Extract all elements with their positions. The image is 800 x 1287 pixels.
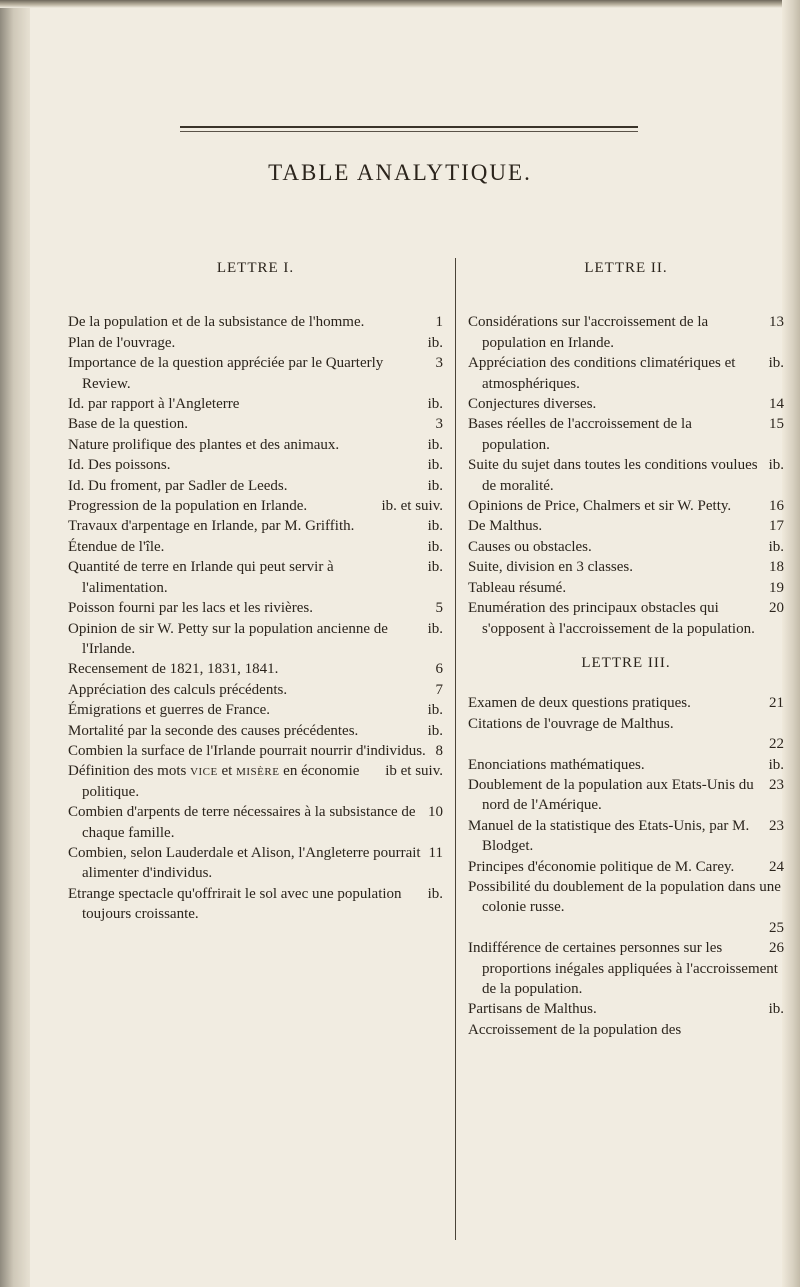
entry-text: Appréciation des calculs précédents. <box>68 681 288 698</box>
index-entry <box>468 537 784 557</box>
entry-text: Conjectures diverses. <box>468 396 597 413</box>
right-column <box>468 258 784 1040</box>
index-entry <box>468 857 784 877</box>
entry-text: Id. Des poissons. <box>68 457 171 474</box>
entry-text: Manuel de la statistique des Etats-Unis, par M. Blodget. <box>468 817 750 855</box>
entry-page: 23 <box>769 817 784 834</box>
entry-page: ib. <box>427 538 443 555</box>
entry-page: ib. <box>427 334 443 351</box>
entry-page: 26 <box>769 940 784 957</box>
index-entry <box>68 394 443 414</box>
entry-page: 24 <box>769 858 784 875</box>
entry-text: Suite, division en 3 classes. <box>468 559 633 576</box>
entry-text: Suite du sujet dans toutes les conditions voulues de moralité. <box>468 457 758 494</box>
entry-page: 23 <box>769 776 784 793</box>
entry-text: Principes d'économie politique de M. Carey. <box>468 858 735 875</box>
entry-text: Tableau résumé. <box>468 579 567 596</box>
entry-text: Possibilité du doublement de la population dans une colonie russe. <box>468 878 781 916</box>
entry-text: Poisson fourni par les lacs et les rivières. <box>68 600 313 617</box>
index-entry <box>68 700 443 720</box>
index-entry <box>468 598 784 639</box>
entry-text: Progression de la population en Irlande. <box>68 498 308 515</box>
index-entry <box>68 659 443 679</box>
entry-page: 20 <box>769 600 784 617</box>
entry-page: 19 <box>769 579 784 596</box>
index-entry <box>68 414 443 434</box>
page-right-edge <box>782 0 800 1287</box>
index-entry <box>468 516 784 536</box>
header-rule-thin <box>180 131 638 132</box>
entry-page: 8 <box>435 742 443 759</box>
index-entry <box>468 714 784 755</box>
entry-text: Considérations sur l'accroissement de la population en Irlande. <box>468 314 709 351</box>
page-title: TABLE ANALYTIQUE. <box>268 160 532 185</box>
index-entry <box>68 353 443 394</box>
entry-text: Id. Du froment, par Sadler de Leeds. <box>68 477 288 494</box>
index-entry <box>68 455 443 475</box>
entry-page: 6 <box>435 661 443 678</box>
index-entry <box>68 557 443 598</box>
entry-text: Mortalité par la seconde des causes précédentes. <box>68 722 359 739</box>
entry-page: 13 <box>769 314 784 331</box>
entry-text: Etrange spectacle qu'offrirait le sol avec une population toujours croissante. <box>68 885 402 923</box>
index-entry <box>468 1020 784 1040</box>
entry-page: ib. <box>768 355 784 372</box>
entry-text: Travaux d'arpentage en Irlande, par M. Griffith. <box>68 518 355 535</box>
right-entries-list <box>468 312 784 639</box>
entry-text: Combien la surface de l'Irlande pourrait nourrir d'individus. <box>68 742 426 759</box>
entry-text: Combien, selon Lauderdale et Alison, l'Angleterre pourrait alimenter d'individus. <box>68 844 421 882</box>
right-column-heading-2: LETTRE III. <box>581 654 671 671</box>
index-entry <box>68 476 443 496</box>
entry-page: 16 <box>769 498 784 515</box>
entry-page: 21 <box>769 695 784 712</box>
index-entry <box>68 312 443 332</box>
entry-page: ib et suiv. <box>385 763 443 780</box>
entry-text: Opinions de Price, Chalmers et sir W. Petty. <box>468 498 732 515</box>
entry-text-mid: et <box>221 763 233 780</box>
index-entry <box>68 802 443 843</box>
entry-text: Nature prolifique des plantes et des animaux. <box>68 436 340 453</box>
index-entry <box>468 414 784 455</box>
index-entry <box>468 578 784 598</box>
entry-text: Enonciations mathématiques. <box>468 756 645 773</box>
entry-text: Définition des mots <box>68 763 187 780</box>
entry-page: ib. <box>768 538 784 555</box>
left-column-heading: LETTRE I. <box>216 260 295 276</box>
entry-text: Indifférence de certaines personnes sur les proportions inégales appliquées à l'accroissement de la population. <box>468 940 778 997</box>
right-column-heading: LETTRE II. <box>584 260 668 276</box>
entry-page: 1 <box>435 314 443 331</box>
entry-page: ib. <box>768 1001 784 1018</box>
entry-page: 18 <box>769 559 784 576</box>
entry-page: 14 <box>769 396 784 413</box>
entry-text-tail: en économie politique. <box>82 763 360 800</box>
entry-page: ib. <box>427 457 443 474</box>
entry-page: ib. <box>427 722 443 739</box>
entry-page: ib. <box>427 396 443 413</box>
entry-page: 25 <box>769 919 784 936</box>
index-entry <box>468 999 784 1019</box>
entry-page: 5 <box>435 600 443 617</box>
header-rule-thick <box>180 126 638 128</box>
entry-text: De la population et de la subsistance de l'homme. <box>68 314 365 331</box>
index-entry <box>68 516 443 536</box>
index-entry <box>68 598 443 618</box>
entry-text: Émigrations et guerres de France. <box>68 702 271 719</box>
index-entry <box>468 755 784 775</box>
index-entry <box>468 312 784 353</box>
index-entry <box>68 741 443 761</box>
index-entry <box>468 557 784 577</box>
entry-page: ib. <box>427 885 443 902</box>
entry-text: Base de la question. <box>68 416 188 433</box>
entry-page: 3 <box>435 416 443 433</box>
entry-text: Étendue de l'île. <box>68 538 165 555</box>
entry-text: Partisans de Malthus. <box>468 1001 597 1018</box>
index-entry <box>68 843 443 884</box>
entry-page: 11 <box>428 844 443 861</box>
index-entry <box>68 619 443 660</box>
entry-text: Recensement de 1821, 1831, 1841. <box>68 661 279 678</box>
page-top-edge <box>0 0 800 8</box>
entry-text: Appréciation des conditions climatériques et atmosphériques. <box>468 355 736 392</box>
entry-text: Plan de l'ouvrage. <box>68 334 176 351</box>
entry-smallcaps-term: vice <box>190 763 218 780</box>
left-entries-list <box>68 312 443 924</box>
entry-page: ib. <box>427 436 443 453</box>
index-entry <box>68 435 443 455</box>
entry-text: Opinion de sir W. Petty sur la population ancienne de l'Irlande. <box>68 620 388 657</box>
entry-text: Combien d'arpents de terre nécessaires à la subsistance de chaque famille. <box>68 804 416 841</box>
entry-text: Examen de deux questions pratiques. <box>468 695 691 712</box>
index-entry <box>468 877 784 938</box>
entry-page: 17 <box>769 518 784 535</box>
left-column <box>68 258 443 925</box>
book-binding-edge <box>0 0 30 1287</box>
index-entry <box>68 884 443 925</box>
entry-page: ib. <box>427 702 443 719</box>
entry-page: ib. et suiv. <box>381 498 443 515</box>
entry-page: 15 <box>769 416 784 433</box>
index-entry <box>68 680 443 700</box>
index-entry <box>468 938 784 999</box>
index-entry <box>468 693 784 713</box>
index-entry <box>68 721 443 741</box>
entry-text: Enumération des principaux obstacles qui s'opposent à l'accroissement de la population. <box>468 600 755 637</box>
index-entry <box>468 455 784 496</box>
entry-page: ib. <box>768 457 784 474</box>
entry-page: 7 <box>435 681 443 698</box>
entry-page: ib. <box>427 620 443 637</box>
entry-page: 22 <box>769 736 784 753</box>
entry-text: Id. par rapport à l'Angleterre <box>68 396 240 413</box>
entry-text: Citations de l'ouvrage de Malthus. <box>468 715 674 732</box>
entry-text: Quantité de terre en Irlande qui peut servir à l'alimentation. <box>68 559 334 596</box>
index-entry <box>68 761 443 802</box>
entry-page: ib. <box>427 477 443 494</box>
entry-text: Importance de la question appréciée par le Quarterly Review. <box>68 355 384 392</box>
index-entry <box>468 496 784 516</box>
entry-text: Accroissement de la population des <box>468 1021 682 1038</box>
index-entry <box>68 496 443 516</box>
entry-page: ib. <box>427 518 443 535</box>
entry-page: 10 <box>428 804 443 821</box>
entry-text: De Malthus. <box>468 518 543 535</box>
entry-text: Bases réelles de l'accroissement de la population. <box>468 416 692 453</box>
index-entry <box>468 816 784 857</box>
column-divider <box>455 258 456 1240</box>
index-entry <box>68 537 443 557</box>
entry-page: ib. <box>427 559 443 576</box>
entry-text: Causes ou obstacles. <box>468 538 592 555</box>
entry-page: 3 <box>435 355 443 372</box>
entry-page: ib. <box>768 756 784 773</box>
index-entry <box>68 333 443 353</box>
index-entry <box>468 394 784 414</box>
entry-smallcaps-term: misère <box>236 763 280 780</box>
index-entry <box>468 775 784 816</box>
index-entry <box>468 353 784 394</box>
right-entries-list-2 <box>468 693 784 1040</box>
entry-text: Doublement de la population aux Etats-Unis du nord de l'Amérique. <box>468 776 754 814</box>
